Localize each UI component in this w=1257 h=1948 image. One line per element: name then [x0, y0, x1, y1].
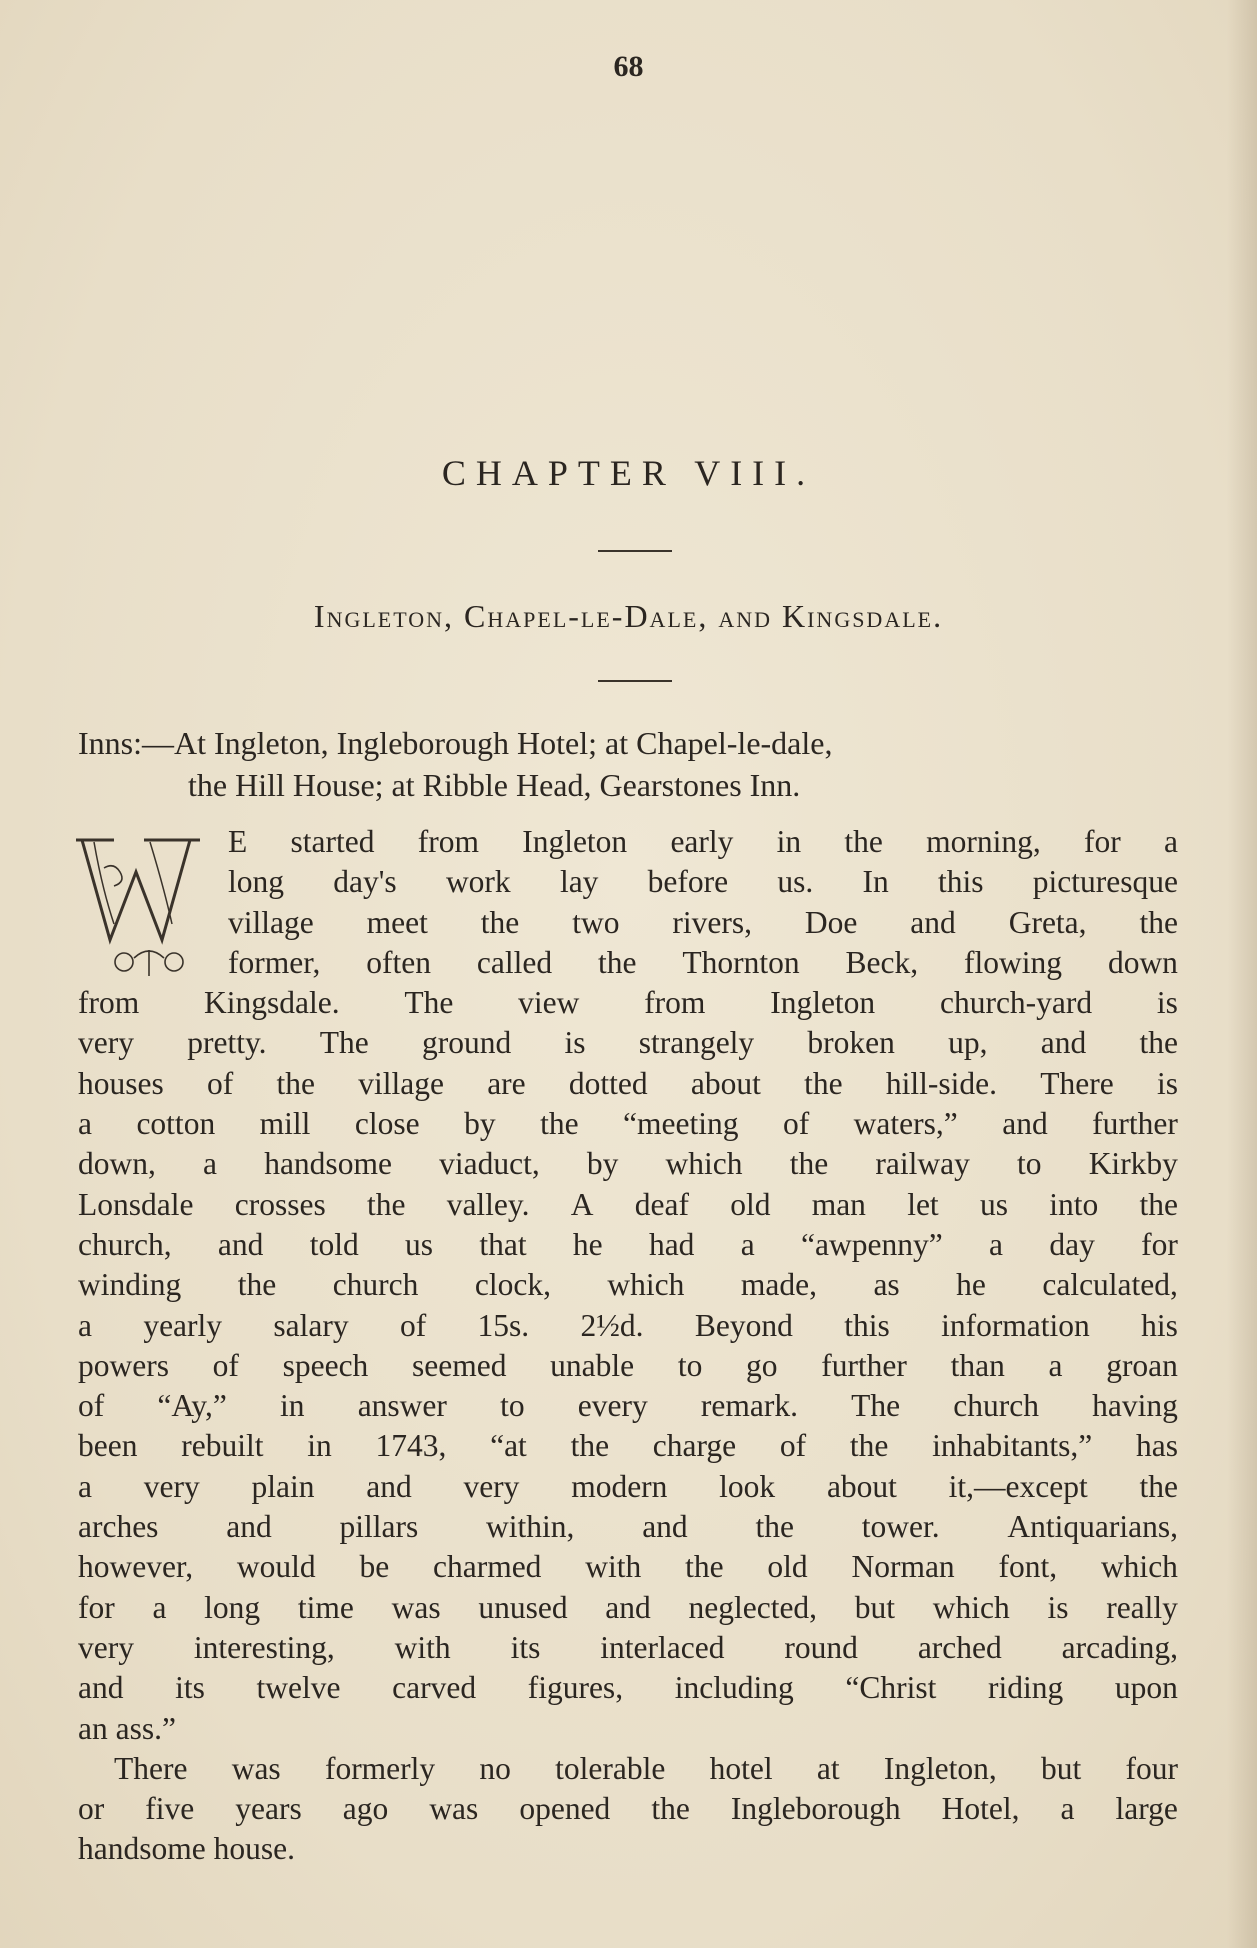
text-line: very interesting, with its interlaced round arched arcading,	[78, 1629, 1178, 1665]
text-line: or five years ago was opened the Ingleborough Hotel, a large	[78, 1791, 1178, 1827]
text-line: down, a handsome viaduct, by which the railway to Kirkby	[78, 1146, 1178, 1182]
text-line: houses of the village are dotted about the hill-side. There is	[78, 1065, 1178, 1101]
inns-line: the Hill House; at Ribble Head, Gearstones Inn.	[188, 767, 801, 803]
text-line: a yearly salary of 15s. 2½d. Beyond this information his	[78, 1307, 1178, 1343]
text-line: There was formerly no tolerable hotel at Ingleton, but four	[114, 1750, 1178, 1786]
text-line: arches and pillars within, and the tower. Antiquarians,	[78, 1509, 1178, 1545]
text-line: village meet the two rivers, Doe and Greta, the	[228, 904, 1178, 940]
body-text	[78, 822, 1178, 1870]
text-line: an ass.”	[78, 1710, 176, 1746]
text-line: a cotton mill close by the “meeting of waters,” and further	[78, 1106, 1178, 1142]
text-line: of “Ay,” in answer to every remark. The church having	[78, 1388, 1178, 1424]
decorated-initial-w	[74, 828, 218, 980]
text-line: Lonsdale crosses the valley. A deaf old man let us into the	[78, 1186, 1178, 1222]
inns-line: Inns:—At Ingleton, Ingleborough Hotel; at Chapel-le-dale,	[78, 725, 833, 761]
chapter-heading: CHAPTER VIII.	[441, 453, 816, 493]
page-number: 68	[613, 50, 644, 83]
inns-note	[78, 722, 1178, 806]
page-edge-shadow	[1227, 0, 1257, 1948]
text-line: winding the church clock, which made, as he calculated,	[78, 1267, 1178, 1303]
text-line: former, often called the Thornton Beck, flowing down	[228, 944, 1178, 980]
text-line: however, would be charmed with the old Norman font, which	[78, 1549, 1178, 1585]
text-line: powers of speech seemed unable to go further than a groan	[78, 1347, 1178, 1383]
text-line: and its twelve carved figures, including “Christ riding upon	[78, 1670, 1178, 1706]
text-line: handsome house.	[78, 1831, 295, 1867]
text-line: E started from Ingleton early in the morning, for a	[228, 824, 1178, 859]
divider-rule	[598, 680, 672, 682]
chapter-subtitle: Ingleton, Chapel-le-Dale, and Kingsdale.	[313, 598, 944, 634]
text-line: church, and told us that he had a “awpenny” a day for	[78, 1226, 1178, 1262]
text-line: been rebuilt in 1743, “at the charge of the inhabitants,” has	[78, 1428, 1178, 1464]
text-line: very pretty. The ground is strangely broken up, and the	[78, 1025, 1178, 1061]
text-line: a very plain and very modern look about it,—except the	[78, 1468, 1178, 1504]
divider-rule	[598, 550, 672, 552]
text-line: long day's work lay before us. In this picturesque	[228, 864, 1178, 900]
text-line: for a long time was unused and neglected, but which is really	[78, 1589, 1178, 1625]
text-line: from Kingsdale. The view from Ingleton church-yard is	[78, 985, 1178, 1021]
